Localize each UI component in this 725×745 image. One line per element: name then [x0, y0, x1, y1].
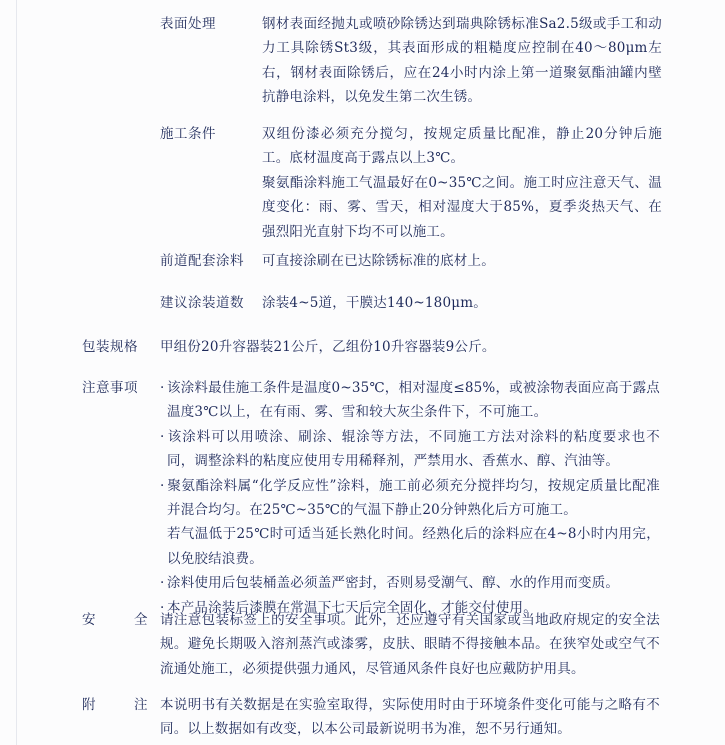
conditions-paragraph-2: 聚氨酯涂料施工气温最好在0~35℃之间。施工时应注意天气、温度变化：雨、雾、雪天，相对湿度大于85%，夏季炎热天气、在强烈阳光直射下均不可以施工。 [262, 174, 662, 240]
notes-item-2: · 该涂料可以用喷涂、刷涂、辊涂等方法，不同施工方法对涂料的粘度要求也不同，调整涂料的粘度应使用专用稀释剂，严禁用水、香蕉水、醇、汽油等。 [160, 425, 660, 474]
conditions-label: 施工条件 [160, 126, 216, 142]
safety-label: 安 全 [82, 612, 148, 628]
packaging-label: 包装规格 [82, 339, 138, 355]
notes-item-3: · 聚氨酯涂料属“化学反应性”涂料，施工前必须充分搅拌均匀，按规定质量比配准并混合均匀。在25℃~35℃的气温下静止20分钟熟化后方可施工。 [160, 474, 660, 523]
notes-item-5: · 本产品涂装后漆膜在常温下七天后完全固化，才能交付使用。 [160, 596, 660, 620]
bullet-dot: · [160, 428, 165, 445]
primer-label: 前道配套涂料 [160, 253, 244, 269]
packaging-text: 甲组份20升容器装21公斤，乙组份10升容器装9公斤。 [160, 339, 496, 355]
remarks-label: 附 注 [82, 697, 148, 713]
safety-text: 请注意包装标签上的安全事项。此外，还应遵守有关国家或当地政府规定的安全法规。避免长期吸入溶剂蒸汽或漆雾，皮肤、眼睛不得接触本品。在狭窄处或空气不流通处施工，必须提供强力通风，尽管通风条件良好也应戴防护用具。 [160, 612, 660, 677]
coats-label: 建议涂装道数 [160, 295, 244, 311]
notes-continuation: 若气温低于25℃时可适当延长熟化时间。经熟化后的涂料应在4~8小时内用完，以免胶结浪费。 [167, 526, 660, 567]
notes-list [160, 376, 660, 522]
conditions-text [262, 122, 662, 244]
bullet-dot: · [160, 575, 165, 592]
notes-text [160, 376, 660, 620]
coats-text: 涂装4~5道，干膜达140~180μm。 [262, 295, 487, 311]
bullet-dot: · [160, 477, 165, 494]
notes-item-1: · 该涂料最佳施工条件是温度0~35℃，相对湿度≤85%，或被涂物表面应高于露点温度3℃以上，在有雨、雾、雪和较大灰尘条件下，不可施工。 [160, 376, 660, 425]
page-edge-line [16, 0, 17, 745]
surface-prep-label: 表面处理 [160, 16, 216, 32]
notes-label: 注意事项 [82, 380, 138, 396]
bullet-dot: · [160, 599, 165, 616]
surface-prep-text: 钢材表面经抛丸或喷砂除锈达到瑞典除锈标准Sa2.5级或手工和动力工具除锈St3级，其表面形成的粗糙度应控制在40～80μm左右，钢材表面除锈后，应在24小时内涂上第一道聚氨酯油罐内壁抗静电涂料，以免发生第二次生锈。 [262, 16, 662, 106]
bullet-dot: · [160, 380, 165, 396]
conditions-paragraph-1: 双组份漆必须充分搅匀，按规定质量比配准，静止20分钟后施工。底材温度高于露点以上3℃。 [262, 126, 662, 167]
primer-text: 可直接涂刷在已达除锈标准的底材上。 [262, 253, 495, 269]
remarks-text: 本说明书有关数据是在实验室取得，实际使用时由于环境条件变化可能与之略有不同。以上数据如有改变，以本公司最新说明书为准，恕不另行通知。 [160, 697, 660, 738]
notes-item-4: · 涂料使用后包装桶盖必须盖严密封，否则易受潮气、醇、水的作用而变质。 [160, 571, 660, 595]
